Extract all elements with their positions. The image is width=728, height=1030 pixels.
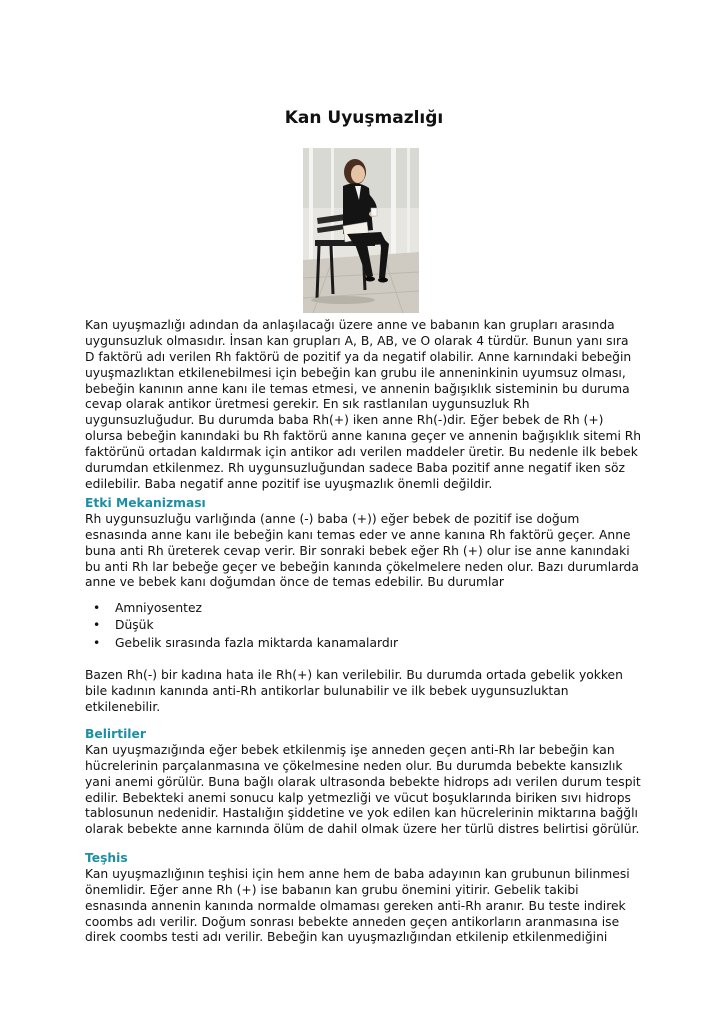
mechanism-followup-paragraph (85, 668, 655, 716)
intro-line: uyuşmazlıktan etkilenebilmesi için bebeğin kan grubu ile anneninkinin uyumsuz olması, (85, 365, 626, 380)
page-title: Kan Uyuşmazlığı (284, 108, 444, 128)
symptoms-section (85, 727, 655, 838)
paragraph-line: önemlidir. Eğer anne Rh (+) ise babanın kan grubu önemini yitirir. Gebelik takibi (85, 882, 579, 897)
mechanism-section (85, 496, 655, 591)
woman-reading-on-bench-photo (303, 148, 419, 313)
paragraph-line: etkilenebilir. (85, 699, 161, 714)
bullet-icon: • (93, 601, 101, 615)
paragraph-line: coombs adı verilir. Doğum sonrası bebekte anneden geçen antikorların aranmasına ise (85, 914, 620, 929)
list-item-label: Düşük (115, 618, 154, 633)
intro-line: edilebilir. Baba negatif anne pozitif ise uyuşmazlık önemli değildir. (85, 476, 493, 491)
paragraph-line: esnasında annenin kanında normalde olmaması gereken anti-Rh aranır. Bu teste indirek (85, 898, 626, 913)
section-heading: Etki Mekanizması (85, 496, 206, 510)
list-item (85, 617, 398, 634)
intro-line: uygunsuzluk olmasıdır. İnsan kan grupları A, B, AB, ve O olarak 4 türdür. Bunun yanı sıra (85, 333, 629, 348)
paragraph-line: bu anti Rh lar bebeğe geçer ve bebeğin kanında çökelmelere neden olur. Bazı durumlarda (85, 559, 639, 574)
paragraph-line: hücrelerinin parçalanmasına ve çökelmesine neden olur. Bu durumda bebekte kansızlık (85, 758, 623, 773)
paragraph-line: olarak bebekte anne karnında ölüm de dahil olmak üzere her türlü distres belirtisi görülür. (85, 822, 640, 837)
list-item (85, 600, 398, 617)
list-item-label: Gebelik sırasında fazla miktarda kanamalardır (115, 635, 399, 650)
section-heading: Teşhis (85, 851, 128, 865)
list-item-label: Amniyosentez (115, 601, 203, 615)
paragraph-line: esnasında anne kanı ile bebeğin kanı temas eder ve anne kanına Rh faktörü geçer. Anne (85, 527, 631, 542)
paragraph-line: Bazen Rh(-) bir kadına hata ile Rh(+) kan verilebilir. Bu durumda ortada gebelik yokken (85, 668, 623, 682)
intro-line: olursa bebeğin kanındaki bu Rh faktörü anne kanına geçer ve annenin bağışıklık sitemi Rh (85, 429, 642, 444)
diagnosis-section (85, 851, 655, 946)
paragraph-line: tablosunun nedenidir. Hastalığın şiddetine ve yok edilen kan hücrelerinin miktarına bağğlı (85, 806, 638, 821)
bullet-icon: • (93, 635, 101, 650)
paragraph-line: Kan uyuşmazığında eğer bebek etkilenmiş işe anneden geçen anti-Rh lar bebeğin kan (85, 742, 615, 757)
intro-line: D faktörü adı verilen Rh faktörü de pozitif ya da negatif olabilir. Anne karnındaki bebeğin (85, 349, 632, 364)
intro-line: bebeğin kanının anne kanı ile temas etmesi, ve annenin bağışıklık sisteminin bu duruma (85, 381, 630, 396)
intro-line: Kan uyuşmazlığı adından da anlaşılacağı üzere anne ve babanın kan grupları arasında (85, 318, 615, 332)
paragraph-line: bile kadının kanında anti-Rh antikorlar bulunabilir ve ilk bebek uygunsuzluktan (85, 683, 569, 698)
paragraph-line: yani anemi görülür. Buna bağlı olarak ultrasonda bebekte hidrops adı verilen durum tespit (85, 774, 641, 789)
paragraph-line: anne ve bebek kanı doğumdan önce de temas edebilir. Bu durumlar (85, 575, 504, 590)
paragraph-line: edilir. Bebekteki anemi sonucu kalp yetmezliği ve vücut boşuklarında biriken sıvı hidrops (85, 790, 631, 805)
paragraph-line: Kan uyuşmazlığının teşhisi için hem anne hem de baba adayının kan grubunun bilinmesi (85, 866, 630, 881)
section-heading: Belirtiler (85, 727, 146, 741)
intro-line: uygunsuzluğudur. Bu durumda baba Rh(+) iken anne Rh(-)dir. Eğer bebek de Rh (+) (85, 413, 604, 428)
intro-paragraph (85, 318, 655, 493)
paragraph-line: direk coombs testi adı verilir. Bebeğin kan uyuşmazlığından etkilenip etkilenmediğini (85, 930, 608, 945)
bullet-icon: • (93, 618, 101, 633)
paragraph-line: buna anti Rh üreterek cevap verir. Bir sonraki bebek eğer Rh (+) olur ise anne kanındaki (85, 543, 630, 558)
list-item (85, 635, 398, 652)
intro-line: durumdan etkilenmez. Rh uygunsuzluğundan sadece Baba pozitif anne negatif iken söz (85, 461, 625, 476)
intro-line: faktörünü ortadan kaldırmak için antikor adı verilen maddeler üretir. Bu nedenle ilk bebek (85, 445, 638, 460)
intro-line: cevap olarak antikor üretmesi gerekir. En sık rastlanılan uygunsuzluk Rh (85, 397, 530, 412)
cause-list (85, 600, 398, 652)
paragraph-line: Rh uygunsuzluğu varlığında (anne (-) baba (+)) eğer bebek de pozitif ise doğum (85, 511, 580, 526)
